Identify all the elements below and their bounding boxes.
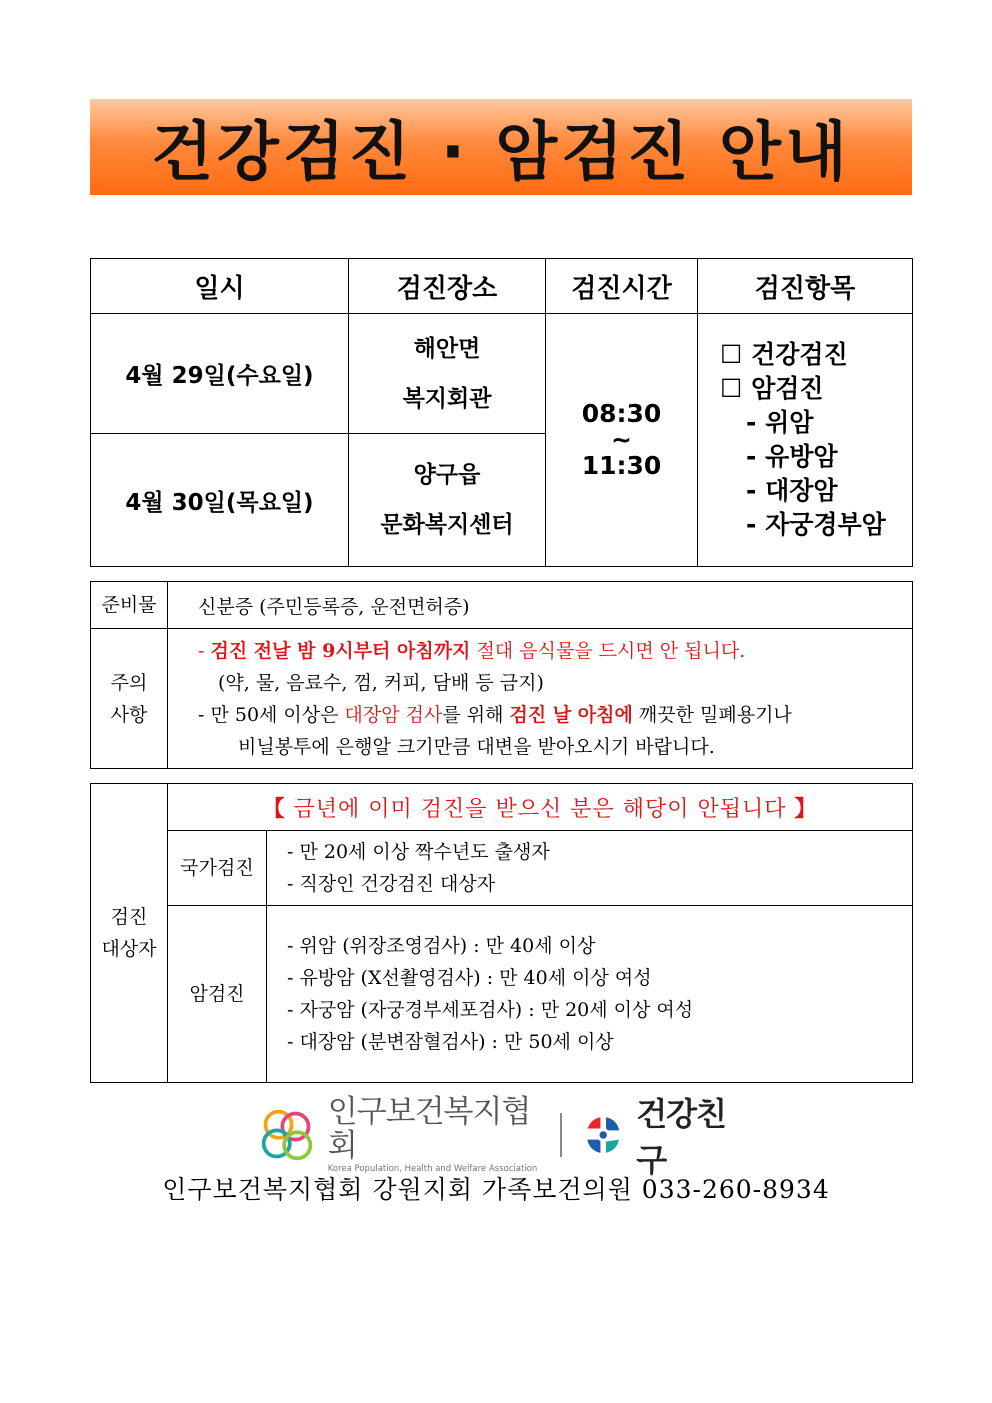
item-checkbox-cancer: ☐ 암검진 (720, 374, 824, 403)
banner-bracket: 【 (262, 795, 286, 822)
header-place: 검진장소 (349, 259, 546, 314)
list-item: - 위암 (위장조영검사) : 만 40세 이상 (287, 935, 596, 957)
place-line: 복지회관 (402, 385, 492, 412)
schedule-header-row (91, 259, 913, 314)
health-friend-icon (578, 1108, 628, 1162)
list-item: - 직장인 건강검진 대상자 (287, 873, 496, 895)
schedule-place (349, 434, 546, 567)
schedule-table (90, 258, 913, 567)
schedule-time (546, 314, 698, 567)
item-sub: - 자궁경부암 (746, 510, 886, 539)
targets-label-line: 검진 (110, 906, 148, 928)
caution-text-part: 깨끗한 밀폐용기나 (632, 703, 792, 726)
caution-emphasis: 검진 전날 밤 9시부터 아침까지 (210, 639, 471, 662)
caution-line-2b: 비닐봉투에 은행알 크기만큼 대변을 받아오시기 바랍니다. (238, 735, 715, 758)
logo-divider (560, 1113, 561, 1157)
national-row (91, 831, 913, 906)
prep-text: 신분증 (주민등록증, 운전면허증) (168, 582, 913, 629)
schedule-place (349, 314, 546, 434)
list-item: - 자궁암 (자궁경부세포검사) : 만 20세 이상 여성 (287, 999, 694, 1021)
national-items (267, 831, 913, 906)
page-title: 건강검진 · 암검진 안내 (151, 116, 851, 190)
list-item: - 유방암 (X선촬영검사) : 만 40세 이상 여성 (287, 967, 652, 989)
cancer-label: 암검진 (168, 906, 267, 1083)
khwa-name-en: Korea Population, Health and Welfare Association (327, 1164, 538, 1174)
list-item: - 만 20세 이상 짝수년도 출생자 (287, 841, 550, 863)
cancer-row (91, 906, 913, 1083)
place-line: 해안면 (413, 335, 481, 362)
place-line: 양구읍 (413, 462, 481, 488)
footer-contact: 인구보건복지협회 강원지회 가족보건의원 033-260-8934 (162, 1175, 830, 1204)
caution-label-line: 사항 (110, 703, 148, 726)
prep-row (91, 582, 913, 629)
time-start: 08:30 (581, 399, 662, 428)
notes-table (90, 581, 913, 769)
list-item: - 대장암 (분변잠혈검사) : 만 50세 이상 (287, 1031, 614, 1053)
time-end: 11:30 (581, 451, 662, 480)
banner-bracket: 】 (794, 795, 818, 822)
footer-logos (258, 1094, 748, 1179)
targets-banner-row (91, 784, 913, 831)
targets-table (90, 783, 913, 1083)
caution-line-2 (198, 699, 912, 731)
place-line: 문화복지센터 (380, 512, 514, 538)
targets-label (91, 784, 168, 1083)
time-separator: ~ (611, 425, 632, 454)
schedule-row (91, 314, 913, 434)
caution-rest: 절대 음식물을 드시면 안 됩니다. (470, 639, 746, 662)
banner-text: 금년에 이미 검진을 받으신 분은 해당이 안됩니다 (285, 796, 795, 822)
caution-text-part: 를 위해 (442, 703, 510, 726)
targets-label-line: 대상자 (101, 938, 157, 960)
caution-line-1 (198, 635, 912, 667)
caution-sub: (약, 물, 음료수, 껌, 커피, 담배 등 금지) (218, 671, 544, 694)
item-checkbox-health: ☐ 건강검진 (720, 340, 848, 369)
title-banner (90, 99, 912, 195)
caution-row (91, 629, 913, 769)
header-date: 일시 (91, 259, 349, 314)
item-sub: - 위암 (746, 408, 814, 437)
prep-label: 준비물 (91, 582, 168, 629)
header-time: 검진시간 (546, 259, 698, 314)
khwa-logo (258, 1095, 544, 1175)
national-label: 국가검진 (168, 831, 267, 906)
khwa-emblem-icon (258, 1106, 320, 1164)
health-friend-logo (578, 1089, 748, 1181)
caution-bold-part: 검진 날 아침에 (509, 703, 633, 726)
caution-label-line: 주의 (110, 671, 148, 694)
caution-prefix: - (198, 639, 211, 662)
caution-label (91, 629, 168, 769)
item-sub: - 대장암 (746, 476, 838, 505)
schedule-items (698, 314, 913, 567)
khwa-name: 인구보건복지협회 (327, 1094, 531, 1164)
targets-banner (168, 784, 913, 831)
health-friend-text: 건강친구 (636, 1095, 726, 1179)
caution-text-part: - 만 50세 이상은 (198, 703, 345, 726)
schedule-date: 4월 30일(목요일) (91, 434, 349, 567)
caution-red-part: 대장암 검사 (344, 703, 443, 726)
khwa-logo-text (328, 1095, 545, 1175)
schedule-date: 4월 29일(수요일) (91, 314, 349, 434)
item-sub: - 유방암 (746, 442, 838, 471)
caution-text (168, 629, 913, 769)
header-items: 검진항목 (698, 259, 913, 314)
cancer-items (267, 906, 913, 1083)
